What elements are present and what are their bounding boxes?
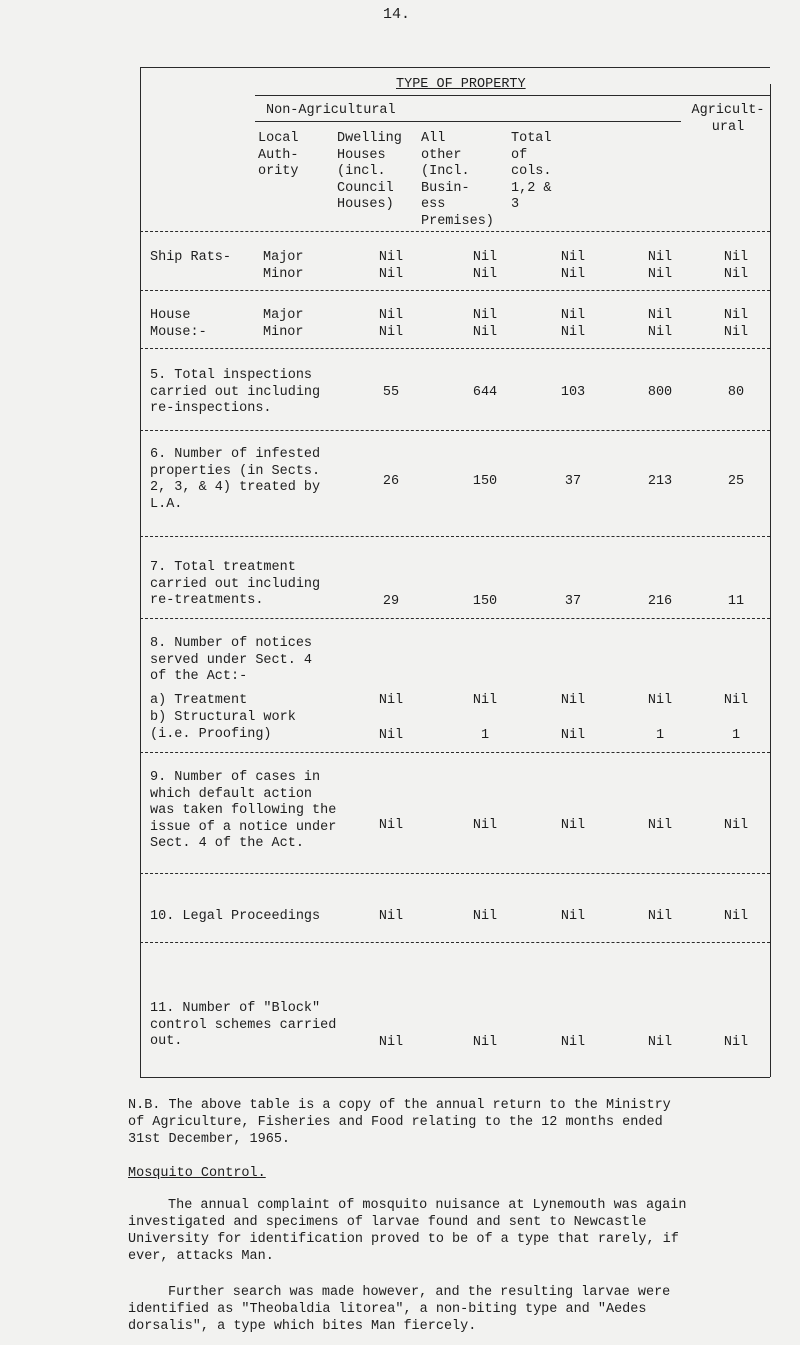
table-cell: Nil (378, 308, 404, 323)
row-label: 6. Number of infested properties (in Sects. 2, 3, & 4) treated by L.A. (150, 447, 321, 512)
table-cell: Nil (560, 325, 586, 340)
col-dwelling-houses: Dwelling Houses (incl. Council Houses) (337, 131, 402, 212)
row-divider (140, 536, 770, 537)
table-cell: Nil (723, 308, 749, 323)
table-cell: Nil (472, 308, 498, 323)
table-cell: Nil (560, 728, 586, 743)
table-cell: Nil (647, 693, 673, 708)
table-cell: Nil (472, 250, 498, 265)
table-cell: 213 (647, 474, 673, 489)
row-divider (140, 873, 770, 874)
table-cell: Nil (472, 818, 498, 833)
table-cell: 80 (727, 385, 745, 400)
table-cell: Nil (378, 250, 404, 265)
table-cell: Nil (723, 267, 749, 282)
row-divider (140, 752, 770, 753)
table-cell: Nil (647, 818, 673, 833)
paragraph: The annual complaint of mosquito nuisance at Lynemouth was again investigated and specimens of larvae found and sent to Newcastle University for identification proved to be of a type that rarely, if ever, attacks Man. (128, 1198, 687, 1264)
table-cell: 29 (382, 594, 400, 609)
table-cell: 1 (655, 728, 665, 743)
table-cell: Nil (647, 267, 673, 282)
table-cell: 25 (727, 474, 745, 489)
table-cell: 1 (480, 728, 490, 743)
row-sublabel: a) Treatment (150, 693, 248, 708)
row-divider (140, 430, 770, 431)
table-cell: Nil (723, 250, 749, 265)
table-cell: Nil (560, 909, 586, 924)
row-label: 10. Legal Proceedings (150, 909, 321, 924)
agricultural-heading: Agricult- ural (691, 103, 765, 135)
table-cell: Nil (378, 267, 404, 282)
table-cell: Nil (378, 909, 404, 924)
table-cell: Nil (647, 308, 673, 323)
table-left-border (140, 67, 141, 1077)
table-cell: Nil (378, 1035, 404, 1050)
table-cell: Nil (560, 818, 586, 833)
col-local-authority: Local Auth- ority (258, 131, 299, 179)
table-cell: 55 (382, 385, 400, 400)
table-cell: 800 (647, 385, 673, 400)
row-divider (140, 348, 770, 349)
row-label: House Mouse:- (150, 308, 207, 340)
table-cell: Nil (378, 693, 404, 708)
table-cell: Nil (472, 693, 498, 708)
non-agricultural-heading: Non-Agricultural (266, 103, 396, 118)
non-agricultural-rule (255, 121, 681, 122)
table-cell: Nil (647, 909, 673, 924)
table-cell: Nil (378, 325, 404, 340)
row-label: Ship Rats- (150, 250, 232, 265)
table-cell: 644 (472, 385, 498, 400)
table-cell: 103 (560, 385, 586, 400)
col-all-other: All other (Incl. Busin- ess Premises) (421, 131, 494, 229)
table-note: N.B. The above table is a copy of the annual return to the Ministry of Agriculture, Fisheries and Food relating to the 12 months ended 31st December, 1965. (128, 1098, 671, 1147)
table-cell: Nil (723, 909, 749, 924)
table-cell: Nil (560, 693, 586, 708)
table-cell: Nil (472, 325, 498, 340)
table-cell: Nil (560, 267, 586, 282)
row-divider (140, 290, 770, 291)
table-right-border (770, 84, 771, 1077)
row-sublabel: Major (263, 250, 304, 265)
header-rule (255, 95, 770, 96)
row-label: 8. Number of notices served under Sect. 4 of the Act:- (150, 636, 313, 684)
table-cell: Nil (647, 1035, 673, 1050)
row-sublabel: Minor (263, 267, 304, 282)
table-cell: Nil (378, 728, 404, 743)
table-cell: 37 (564, 594, 582, 609)
table-cell: Nil (723, 693, 749, 708)
table-top-border (140, 67, 770, 68)
table-bottom-border (140, 1077, 770, 1078)
table-cell: 37 (564, 474, 582, 489)
table-cell: Nil (647, 325, 673, 340)
table-cell: Nil (723, 1035, 749, 1050)
table-cell: Nil (647, 250, 673, 265)
table-cell: Nil (723, 325, 749, 340)
table-cell: Nil (560, 308, 586, 323)
section-title: Mosquito Control. (128, 1166, 266, 1181)
type-of-property-heading: TYPE OF PROPERTY (396, 77, 526, 92)
row-label: 7. Total treatment carried out including re-treatments. (150, 560, 321, 608)
row-sublabel: Minor (263, 325, 304, 340)
row-sublabel: b) Structural work (i.e. Proofing) (150, 710, 296, 742)
row-label: 9. Number of cases in which default action was taken following the issue of a notice under Sect. 4 of the Act. (150, 770, 337, 851)
row-divider (140, 231, 770, 232)
row-divider (140, 618, 770, 619)
col-total: Total of cols. 1,2 & 3 (511, 131, 552, 212)
table-cell: Nil (723, 818, 749, 833)
row-sublabel: Major (263, 308, 304, 323)
table-cell: Nil (560, 1035, 586, 1050)
table-cell: 216 (647, 594, 673, 609)
table-cell: Nil (378, 818, 404, 833)
page-number: 14. (383, 6, 411, 23)
table-cell: Nil (472, 267, 498, 282)
table-cell: 150 (472, 474, 498, 489)
table-cell: Nil (472, 1035, 498, 1050)
paragraph: Further search was made however, and the resulting larvae were identified as "Theobaldia litorea", a non-biting type and "Aedes dorsalis", a type which bites Man fiercely. (128, 1285, 671, 1334)
table-cell: 1 (731, 728, 741, 743)
table-cell: 26 (382, 474, 400, 489)
row-label: 5. Total inspections carried out including re-inspections. (150, 368, 321, 416)
row-label: 11. Number of "Block" control schemes carried out. (150, 1001, 337, 1049)
table-cell: 150 (472, 594, 498, 609)
row-divider (140, 942, 770, 943)
table-cell: 11 (727, 594, 745, 609)
table-cell: Nil (560, 250, 586, 265)
table-cell: Nil (472, 909, 498, 924)
